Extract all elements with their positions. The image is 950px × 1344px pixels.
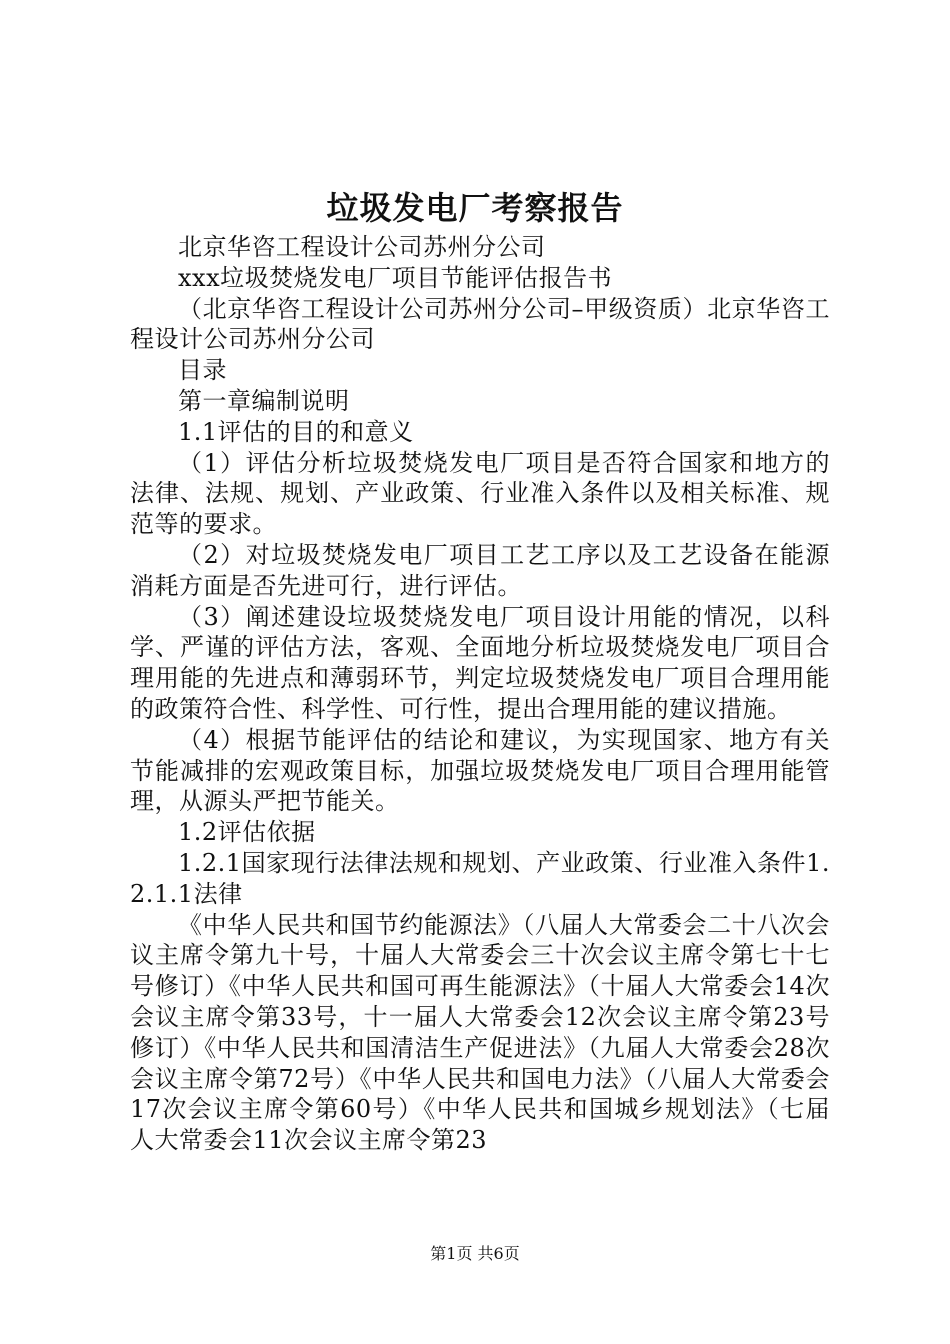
paragraph: （2）对垃圾焚烧发电厂项目工艺工序以及工艺设备在能源消耗方面是否先进可行，进行评估。 <box>130 540 830 600</box>
page-footer: 第1页 共6页 <box>430 1244 520 1263</box>
paragraph: 《中华人民共和国节约能源法》（八届人大常委会二十八次会议主席令第九十号，十届人大常委会三十次会议主席令第七十七号修订）《中华人民共和国可再生能源法》（十届人大常委会14次会议主席令第33号，十一届人大常委会12次会议主席令第23号修订）《中华人民共和国清洁生产促进法》（九届人大常委会28次会议主席令第72号）《中华人民共和国电力法》（八届人大常委会17次会议主席令第60号）《中华人民共和国城乡规划法》（七届人大常委会11次会议主席令第23 <box>130 910 830 1155</box>
paragraph: （3）阐述建设垃圾焚烧发电厂项目设计用能的情况，以科学、严谨的评估方法，客观、全面地分析垃圾焚烧发电厂项目合理用能的先进点和薄弱环节，判定垃圾焚烧发电厂项目合理用能的政策符合性、科学性、可行性，提出合理用能的建议措施。 <box>130 602 830 723</box>
paragraph: （4）根据节能评估的结论和建议，为实现国家、地方有关节能减排的宏观政策目标，加强垃圾焚烧发电厂项目合理用能管理，从源头严把节能关。 <box>130 725 830 816</box>
paragraph: （北京华咨工程设计公司苏州分公司–甲级资质）北京华咨工程设计公司苏州分公司 <box>130 294 830 354</box>
paragraph: 1.1评估的目的和意义 <box>178 417 414 446</box>
paragraph: 第一章编制说明 <box>178 386 350 415</box>
document-body <box>130 232 830 1156</box>
paragraph: 目录 <box>178 356 227 385</box>
paragraph: xxx垃圾焚烧发电厂项目节能评估报告书 <box>178 263 613 292</box>
paragraph: 北京华咨工程设计公司苏州分公司 <box>178 233 546 261</box>
paragraph: 1.2.1国家现行法律法规和规划、产业政策、行业准入条件1.2.1.1法律 <box>130 848 830 908</box>
document-title: 垃圾发电厂考察报告 <box>326 189 624 227</box>
paragraph: 1.2评估依据 <box>178 818 316 847</box>
paragraph: （1）评估分析垃圾焚烧发电厂项目是否符合国家和地方的法律、法规、规划、产业政策、行业准入条件以及相关标准、规范等的要求。 <box>130 448 830 539</box>
